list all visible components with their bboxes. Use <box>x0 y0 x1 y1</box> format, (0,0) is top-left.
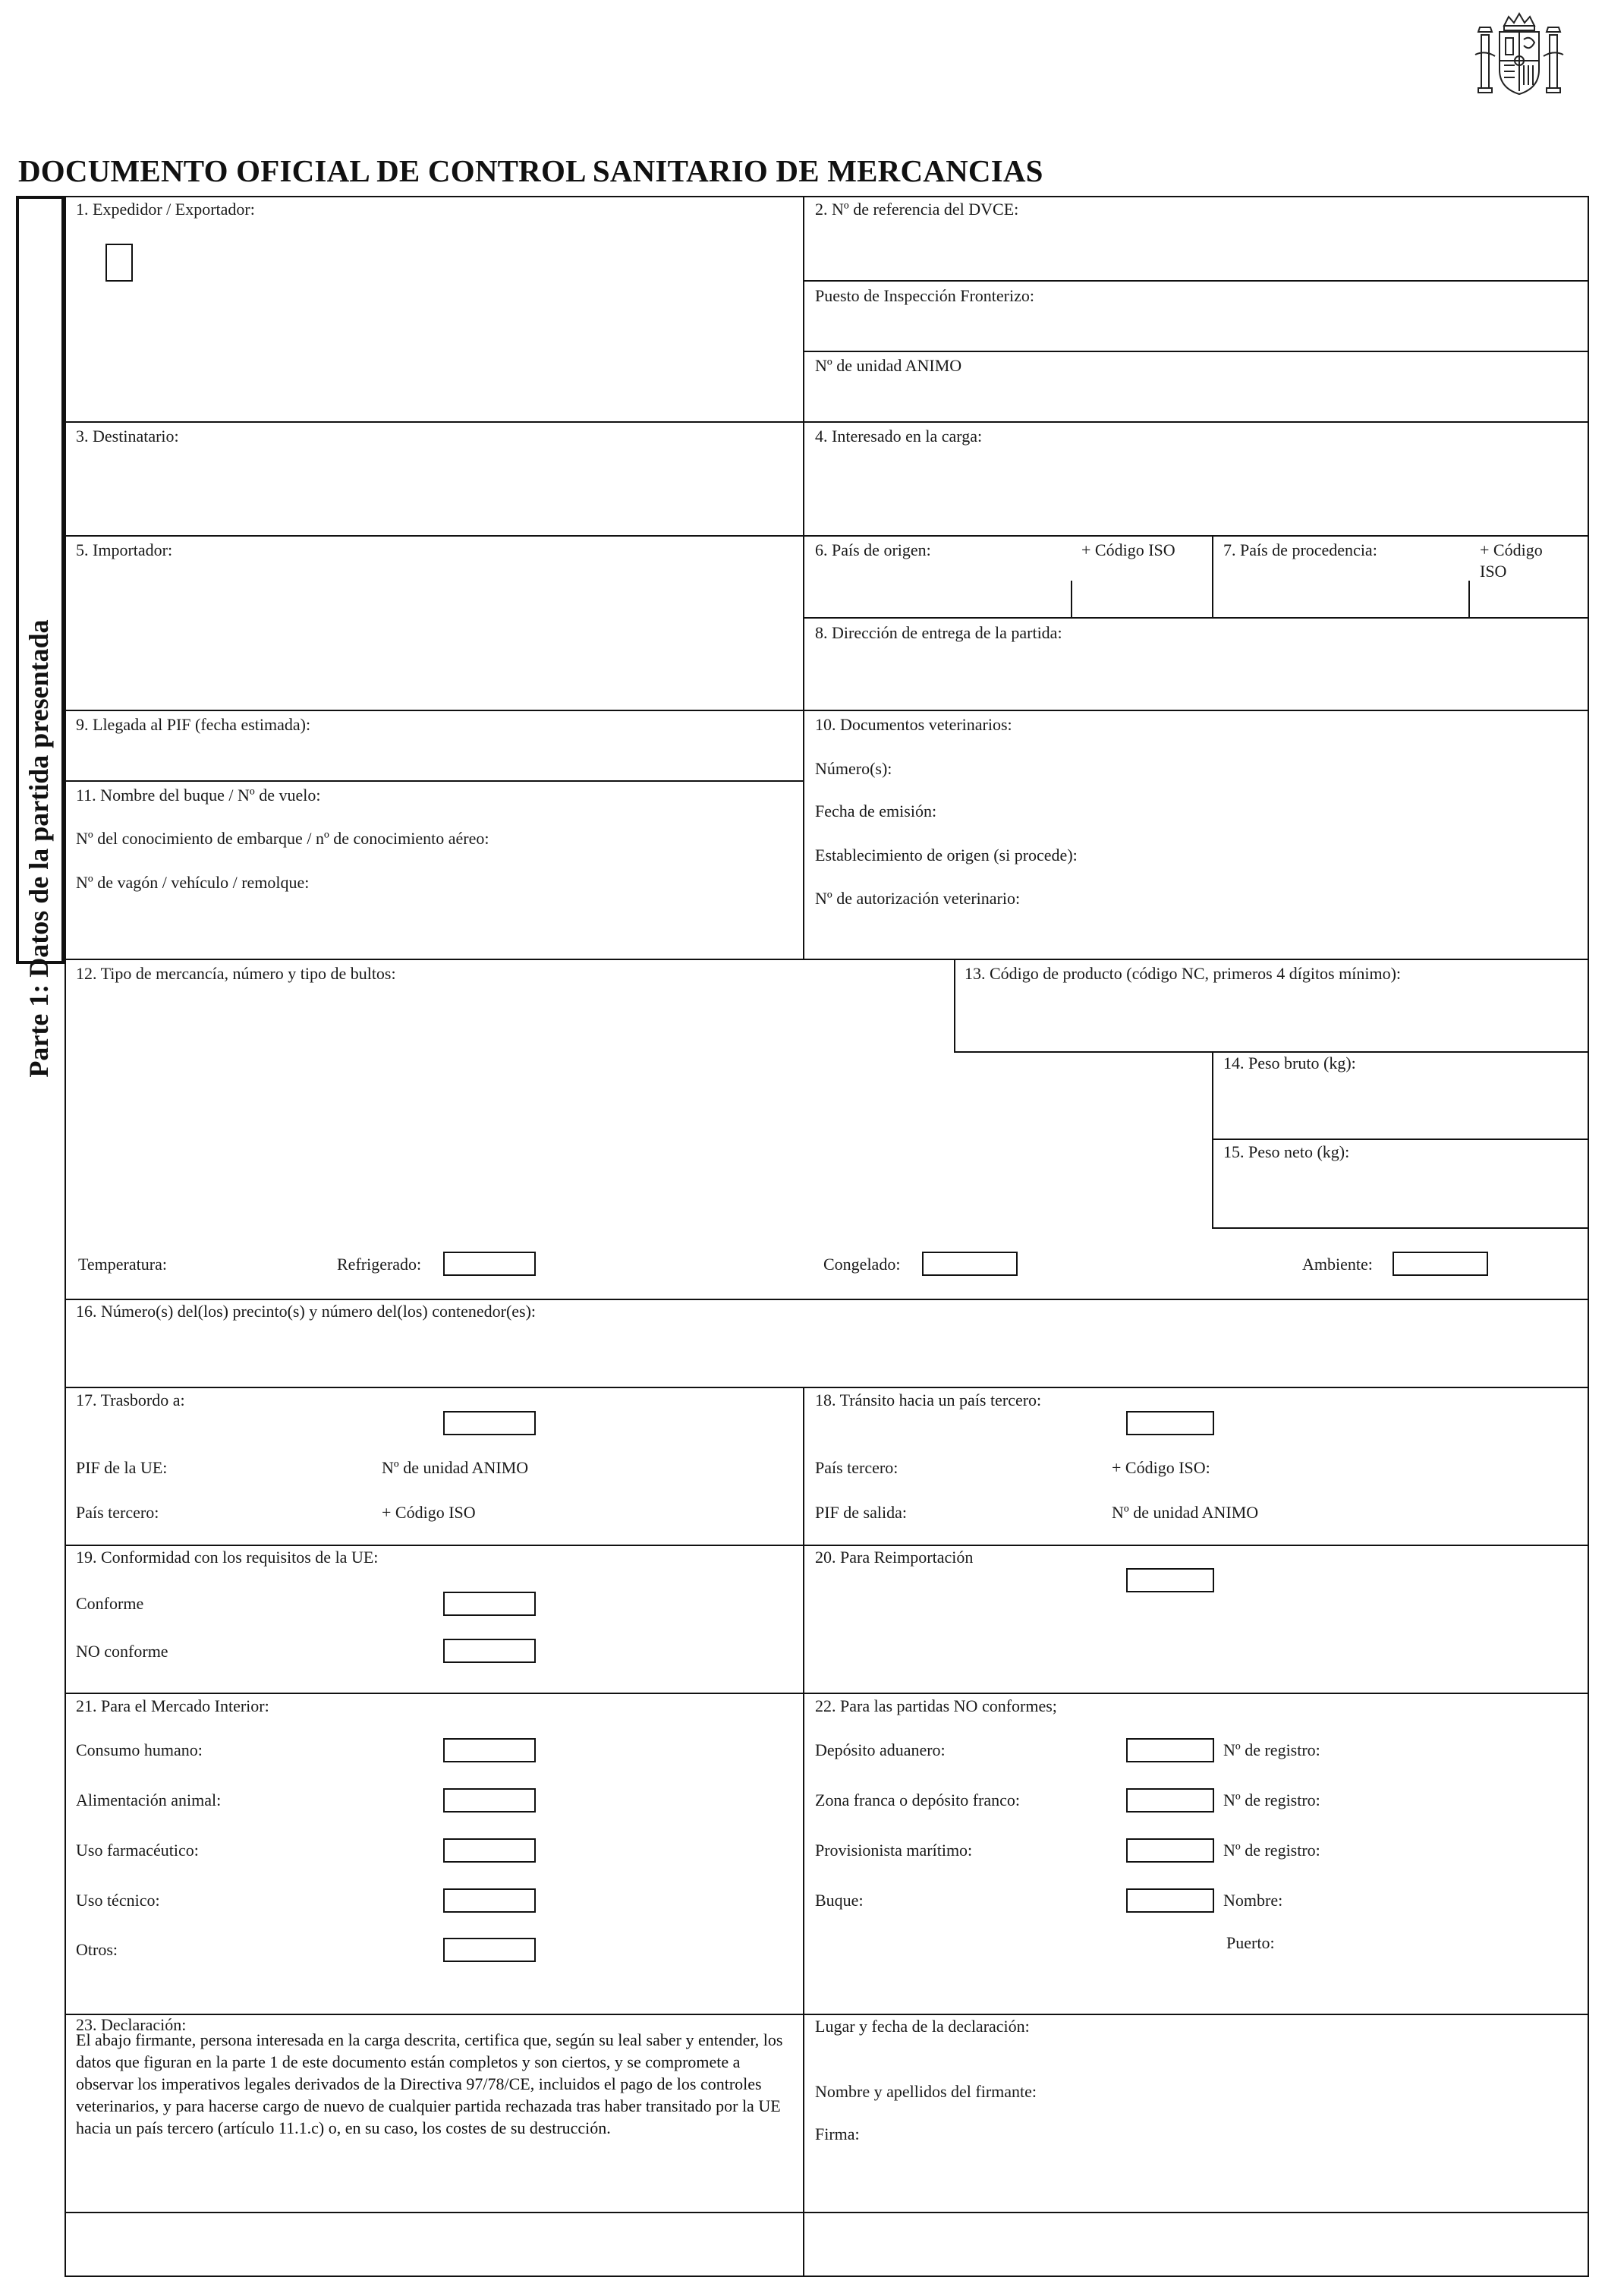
buque-label: Buque: <box>815 1891 864 1910</box>
temperatura-label: Temperatura: <box>78 1255 167 1274</box>
zona-franca-label: Zona franca o depósito franco: <box>815 1791 1020 1809</box>
alimentacion-checkbox[interactable] <box>443 1788 536 1813</box>
congelado-label: Congelado: <box>823 1255 901 1274</box>
farmaceutico-label: Uso farmacéutico: <box>76 1841 199 1860</box>
field-4-label: 4. Interesado en la carga: <box>815 427 983 446</box>
field-18-animo: Nº de unidad ANIMO <box>1112 1503 1259 1522</box>
deposito-label: Depósito aduanero: <box>815 1740 946 1759</box>
field-10-fecha: Fecha de emisión: <box>815 802 937 820</box>
field-3-label: 3. Destinatario: <box>76 427 179 446</box>
provisionista-registro: Nº de registro: <box>1223 1841 1320 1860</box>
field-19-label: 19. Conformidad con los requisitos de la UE: <box>76 1548 379 1567</box>
field-6-iso-label: + Código ISO <box>1081 540 1175 559</box>
field-12-label: 12. Tipo de mercancía, número y tipo de bultos: <box>76 964 396 983</box>
deposito-registro: Nº de registro: <box>1223 1740 1320 1759</box>
otros-checkbox[interactable] <box>443 1938 536 1962</box>
farmaceutico-checkbox[interactable] <box>443 1838 536 1863</box>
field-13-label: 13. Código de producto (código NC, primeros 4 dígitos mínimo): <box>965 964 1402 983</box>
spain-coat-of-arms-icon <box>1471 9 1568 99</box>
declaration-text: El abajo firmante, persona interesada en la carga descrita, certifica que, según su leal saber y entender, los datos que figuran en la parte 1 de este documento están completos y son ciertos, y se compromete a observar los imperativos legales derivados de la Directiva 97/78/CE, incluidos el pago de los controles veterinarios, y para hacerse cargo de nuevo de cualquier partida rechazada tras haber transitado por la UE hacia un país tercero (artículo 11.1.c) o, en su caso, los costes de su destrucción. <box>76 2030 783 2137</box>
otros-label: Otros: <box>76 1940 118 1959</box>
zona-franca-checkbox[interactable] <box>1126 1788 1214 1813</box>
field-5-label: 5. Importador: <box>76 540 173 559</box>
field-6-label: 6. País de origen: <box>815 540 931 559</box>
conforme-label: Conforme <box>76 1594 144 1613</box>
nombre-firmante-label: Nombre y apellidos del firmante: <box>815 2082 1037 2101</box>
field-18-pais: País tercero: <box>815 1458 898 1477</box>
field-7-iso-label: + Código <box>1480 540 1543 559</box>
field-22-label: 22. Para las partidas NO conformes; <box>815 1696 1057 1715</box>
field-17-animo: Nº de unidad ANIMO <box>382 1458 529 1477</box>
field-16-label: 16. Número(s) del(los) precinto(s) y número del(los) contenedor(es): <box>76 1302 537 1321</box>
field-20-label: 20. Para Reimportación <box>815 1548 974 1567</box>
field-23-label: 23. Declaración: <box>76 2015 187 2034</box>
field-7-label: 7. País de procedencia: <box>1223 540 1377 559</box>
field-8-label: 8. Dirección de entrega de la partida: <box>815 623 1062 642</box>
field-1-checkbox[interactable] <box>105 244 133 282</box>
field-21-label: 21. Para el Mercado Interior: <box>76 1696 269 1715</box>
field-10-establecimiento: Establecimiento de origen (si procede): <box>815 846 1078 865</box>
field-17-label: 17. Trasbordo a: <box>76 1391 185 1409</box>
field-10-autorizacion: Nº de autorización veterinario: <box>815 889 1021 908</box>
no-conforme-checkbox[interactable] <box>443 1639 536 1663</box>
refrigerado-checkbox[interactable] <box>443 1252 536 1276</box>
tecnico-checkbox[interactable] <box>443 1888 536 1913</box>
consumo-label: Consumo humano: <box>76 1740 203 1759</box>
consumo-checkbox[interactable] <box>443 1738 536 1762</box>
field-18-iso: + Código ISO: <box>1112 1458 1210 1477</box>
buque-checkbox[interactable] <box>1126 1888 1214 1913</box>
field-15-label: 15. Peso neto (kg): <box>1223 1142 1350 1161</box>
lugar-fecha-label: Lugar y fecha de la declaración: <box>815 2017 1030 2036</box>
field-10-label: 10. Documentos veterinarios: <box>815 715 1012 734</box>
trasbordo-checkbox[interactable] <box>443 1411 536 1435</box>
zona-franca-registro: Nº de registro: <box>1223 1791 1320 1809</box>
field-10-numero: Número(s): <box>815 759 892 778</box>
field-18-label: 18. Tránsito hacia un país tercero: <box>815 1391 1042 1409</box>
side-label: Parte 1: Datos de la partida presentada <box>24 619 54 1078</box>
animo-label: Nº de unidad ANIMO <box>815 356 962 375</box>
provisionista-label: Provisionista marítimo: <box>815 1841 973 1860</box>
document-title: DOCUMENTO OFICIAL DE CONTROL SANITARIO DE MERCANCIAS <box>18 153 1043 188</box>
field-11-label: 11. Nombre del buque / Nº de vuelo: <box>76 786 321 805</box>
field-2-label: 2. Nº de referencia del DVCE: <box>815 200 1019 219</box>
field-17-pif: PIF de la UE: <box>76 1458 168 1477</box>
deposito-checkbox[interactable] <box>1126 1738 1214 1762</box>
congelado-checkbox[interactable] <box>922 1252 1018 1276</box>
transito-checkbox[interactable] <box>1126 1411 1214 1435</box>
ambiente-label: Ambiente: <box>1302 1255 1373 1274</box>
refrigerado-label: Refrigerado: <box>337 1255 422 1274</box>
field-17-iso: + Código ISO <box>382 1503 476 1522</box>
field-1-label: 1. Expedidor / Exportador: <box>76 200 255 219</box>
field-17-pais: País tercero: <box>76 1503 159 1522</box>
field-7-iso-label-2: ISO <box>1480 562 1507 581</box>
tecnico-label: Uso técnico: <box>76 1891 160 1910</box>
field-11-conocimiento: Nº del conocimiento de embarque / nº de conocimiento aéreo: <box>76 829 489 848</box>
provisionista-checkbox[interactable] <box>1126 1838 1214 1863</box>
field-9-label: 9. Llegada al PIF (fecha estimada): <box>76 715 311 734</box>
buque-nombre: Nombre: <box>1223 1891 1283 1910</box>
field-18-pif: PIF de salida: <box>815 1503 907 1522</box>
reimportacion-checkbox[interactable] <box>1126 1568 1214 1592</box>
ambiente-checkbox[interactable] <box>1393 1252 1488 1276</box>
firma-label: Firma: <box>815 2124 860 2143</box>
no-conforme-label: NO conforme <box>76 1642 168 1661</box>
conforme-checkbox[interactable] <box>443 1592 536 1616</box>
pif-label: Puesto de Inspección Fronterizo: <box>815 286 1034 305</box>
alimentacion-label: Alimentación animal: <box>76 1791 222 1809</box>
buque-puerto: Puerto: <box>1226 1933 1275 1952</box>
field-14-label: 14. Peso bruto (kg): <box>1223 1054 1356 1072</box>
field-11-vagon: Nº de vagón / vehículo / remolque: <box>76 873 310 892</box>
